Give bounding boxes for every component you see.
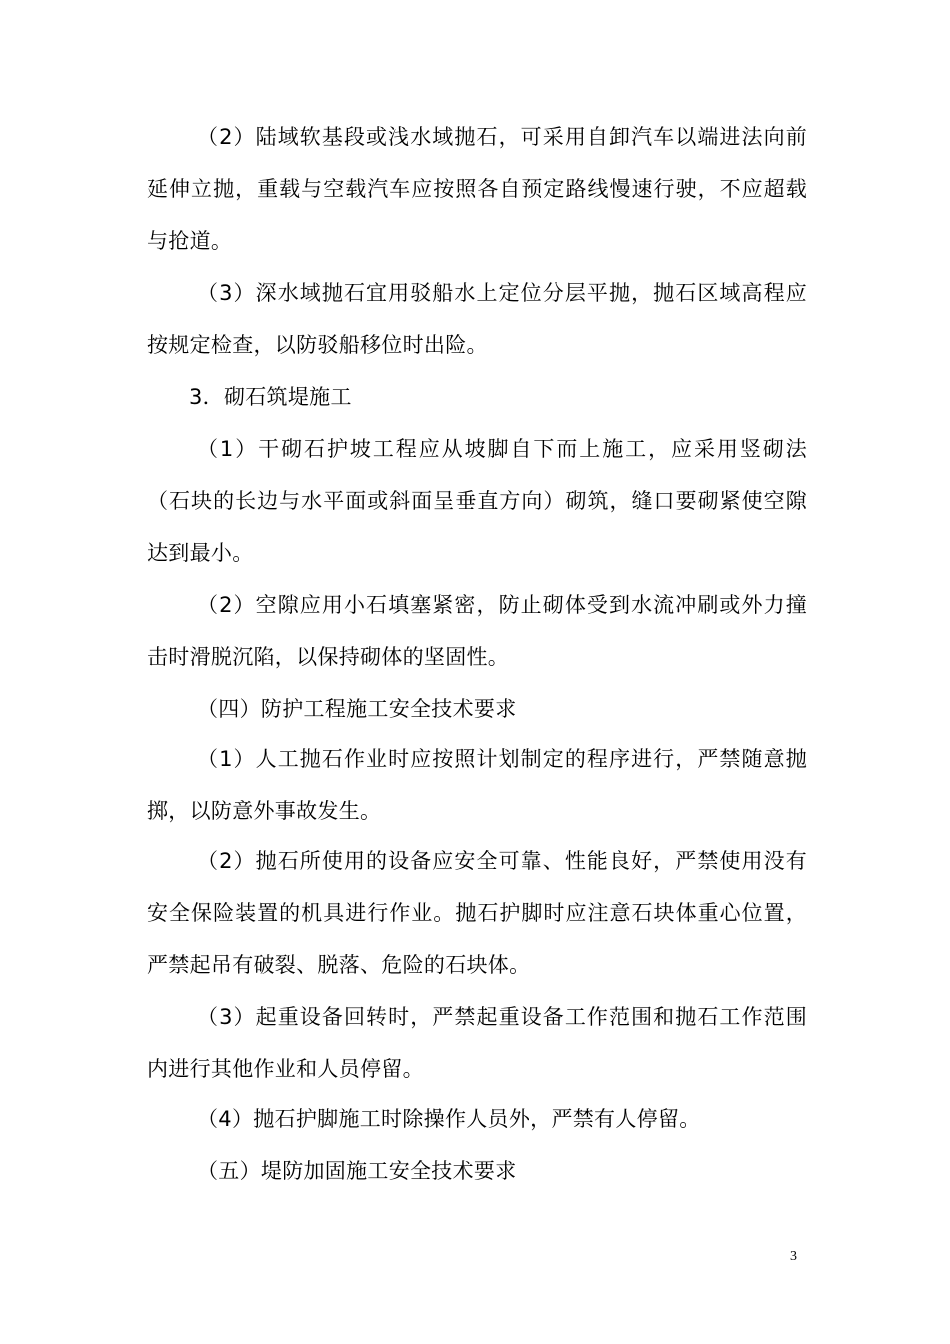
paragraph-item: （2）空隙应用小石填塞紧密，防止砌体受到水流冲刷或外力撞击时滑脱沉陷，以保持砌体的坚固性。: [147, 593, 807, 669]
paragraph-item: （2）陆域软基段或浅水域抛石，可采用自卸汽车以端进法向前延伸立抛，重载与空载汽车应按照各自预定路线慢速行驶，不应超载与抢道。: [147, 125, 807, 253]
page-number: 3: [790, 1249, 797, 1264]
paragraph-item: （3）深水域抛石宜用驳船水上定位分层平抛，抛石区域高程应按规定检查，以防驳船移位时出险。: [147, 281, 807, 357]
paragraph-item: （2）抛石所使用的设备应安全可靠、性能良好，严禁使用没有安全保险装置的机具进行作业。抛石护脚时应注意石块体重心位置，严禁起吊有破裂、脱落、危险的石块体。: [147, 849, 807, 977]
section-heading: （四）防护工程施工安全技术要求: [197, 697, 517, 721]
paragraph-item: （1）人工抛石作业时应按照计划制定的程序进行，严禁随意抛掷，以防意外事故发生。: [147, 747, 807, 823]
section-heading: 3．砌石筑堤施工: [189, 385, 352, 409]
paragraph-item: （1）干砌石护坡工程应从坡脚自下而上施工，应采用竖砌法（石块的长边与水平面或斜面呈垂直方向）砌筑，缝口要砌紧使空隙达到最小。: [147, 437, 807, 565]
paragraph-item: （3）起重设备回转时，严禁起重设备工作范围和抛石工作范围内进行其他作业和人员停留。: [147, 1005, 807, 1081]
paragraph-item: （4）抛石护脚施工时除操作人员外，严禁有人停留。: [197, 1107, 701, 1131]
section-heading: （五）堤防加固施工安全技术要求: [197, 1159, 517, 1183]
